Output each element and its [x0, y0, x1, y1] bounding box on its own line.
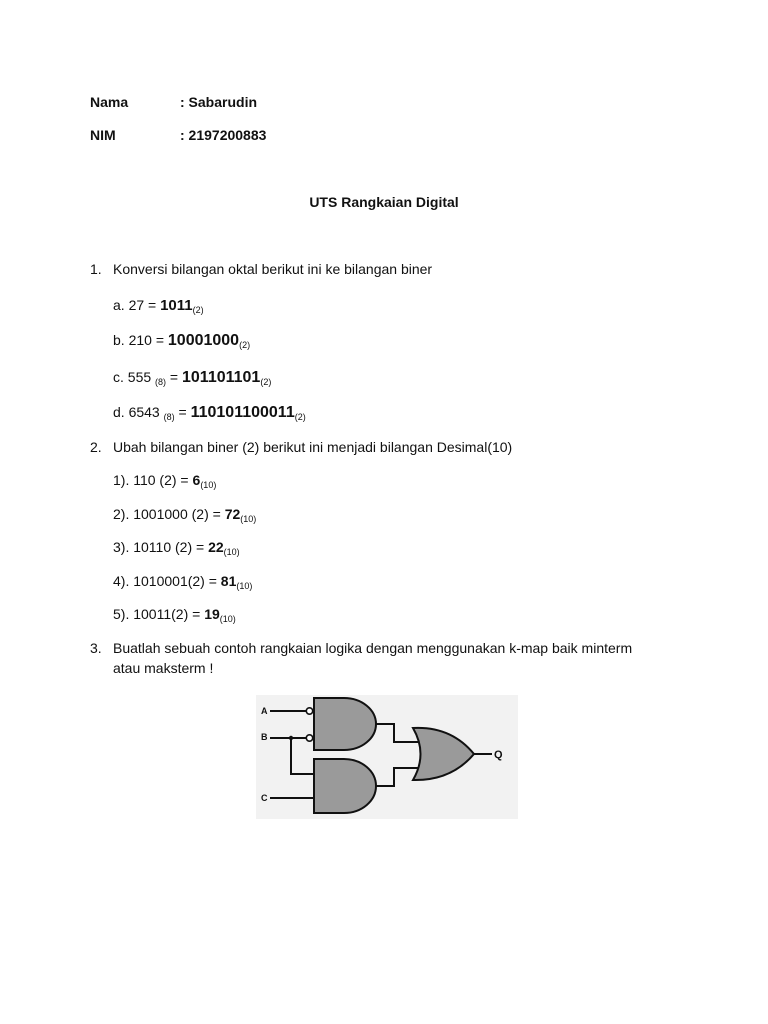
q2-item-5-answer-sub: (10) — [219, 614, 236, 624]
q2-item-4-prefix: 4). 1010001(2) = — [113, 573, 221, 589]
q1-item-c-answer-sub: (2) — [260, 377, 272, 387]
q1-item-b-answer-sub: (2) — [239, 340, 251, 350]
q1-item-c-prefix: c. 555 — [113, 369, 156, 385]
q1-item-c-octal-sub: (8) — [155, 377, 167, 387]
name-value: : Sabarudin — [180, 94, 258, 110]
q1-item-d-answer-sub: (2) — [294, 412, 306, 422]
q1-item-b-prefix: b. 210 = — [113, 332, 168, 348]
q1-item-c-answer: 101101101 — [182, 369, 261, 386]
q1-item-b-answer: 10001000 — [167, 332, 240, 349]
q1-item-c-eq: = — [166, 369, 182, 385]
q2-item-2-answer-sub: (10) — [240, 514, 257, 524]
q1-item-a-prefix: a. 27 = — [113, 297, 161, 313]
q2-item-4 — [113, 573, 252, 591]
q2-item-1-prefix: 1). 110 (2) = — [113, 472, 193, 488]
and-gate-1 — [314, 698, 376, 750]
logic-circuit-diagram — [256, 695, 518, 819]
q3-number: 3. — [90, 640, 102, 656]
q1-item-b — [113, 332, 250, 350]
q1-item-d-answer: 110101100011 — [190, 404, 295, 421]
q2-item-3-answer: 22 — [208, 539, 224, 555]
circuit-label-a: A — [261, 706, 268, 716]
q2-item-5 — [113, 606, 236, 624]
q2-number: 2. — [90, 439, 102, 455]
circuit-label-b: B — [261, 732, 268, 742]
q2-item-3-answer-sub: (10) — [223, 547, 240, 557]
q2-text: Ubah bilangan biner (2) berikut ini menjadi bilangan Desimal(10) — [113, 439, 513, 455]
q2-item-1 — [113, 472, 216, 490]
page-title: UTS Rangkaian Digital — [309, 194, 459, 210]
q2-item-5-answer: 19 — [204, 606, 220, 622]
invert-bubble-b — [306, 735, 312, 741]
nim-label: NIM — [90, 127, 116, 143]
q2-item-2-prefix: 2). 1001000 (2) = — [113, 506, 225, 522]
q3-text-line1: Buatlah sebuah contoh rangkaian logika dengan menggunakan k-map baik minterm — [113, 640, 633, 656]
q1-item-a — [113, 297, 204, 315]
q2-item-1-answer: 6 — [192, 472, 201, 488]
q2-item-2 — [113, 506, 256, 524]
circuit-label-c: C — [261, 793, 268, 803]
q1-number: 1. — [90, 261, 102, 277]
q2-item-1-answer-sub: (10) — [200, 480, 217, 490]
and-gate-2 — [314, 759, 376, 813]
circuit-label-q: Q — [494, 749, 503, 761]
invert-bubble-a — [306, 708, 312, 714]
q2-item-4-answer: 81 — [220, 573, 237, 589]
q1-item-d-eq: = — [174, 404, 191, 420]
q2-item-3-prefix: 3). 10110 (2) = — [113, 539, 209, 555]
q1-item-d-octal-sub: (8) — [163, 412, 175, 422]
q2-item-5-prefix: 5). 10011(2) = — [113, 606, 205, 622]
circuit-background — [256, 695, 518, 819]
q1-item-d — [113, 404, 306, 422]
q2-item-2-answer: 72 — [224, 506, 241, 522]
q1-item-c — [113, 369, 271, 387]
q2-item-4-answer-sub: (10) — [236, 581, 253, 591]
q1-item-a-answer-sub: (2) — [192, 305, 204, 315]
nim-value: : 2197200883 — [180, 127, 267, 143]
q3-text-line2: atau maksterm ! — [113, 660, 214, 676]
name-label: Nama — [90, 94, 129, 110]
q2-item-3 — [113, 539, 240, 557]
junction-dot — [289, 736, 293, 740]
q1-text: Konversi bilangan oktal berikut ini ke bilangan biner — [113, 261, 433, 277]
q1-item-a-answer: 1011 — [160, 297, 193, 314]
q1-item-d-prefix: d. 6543 — [113, 404, 164, 420]
